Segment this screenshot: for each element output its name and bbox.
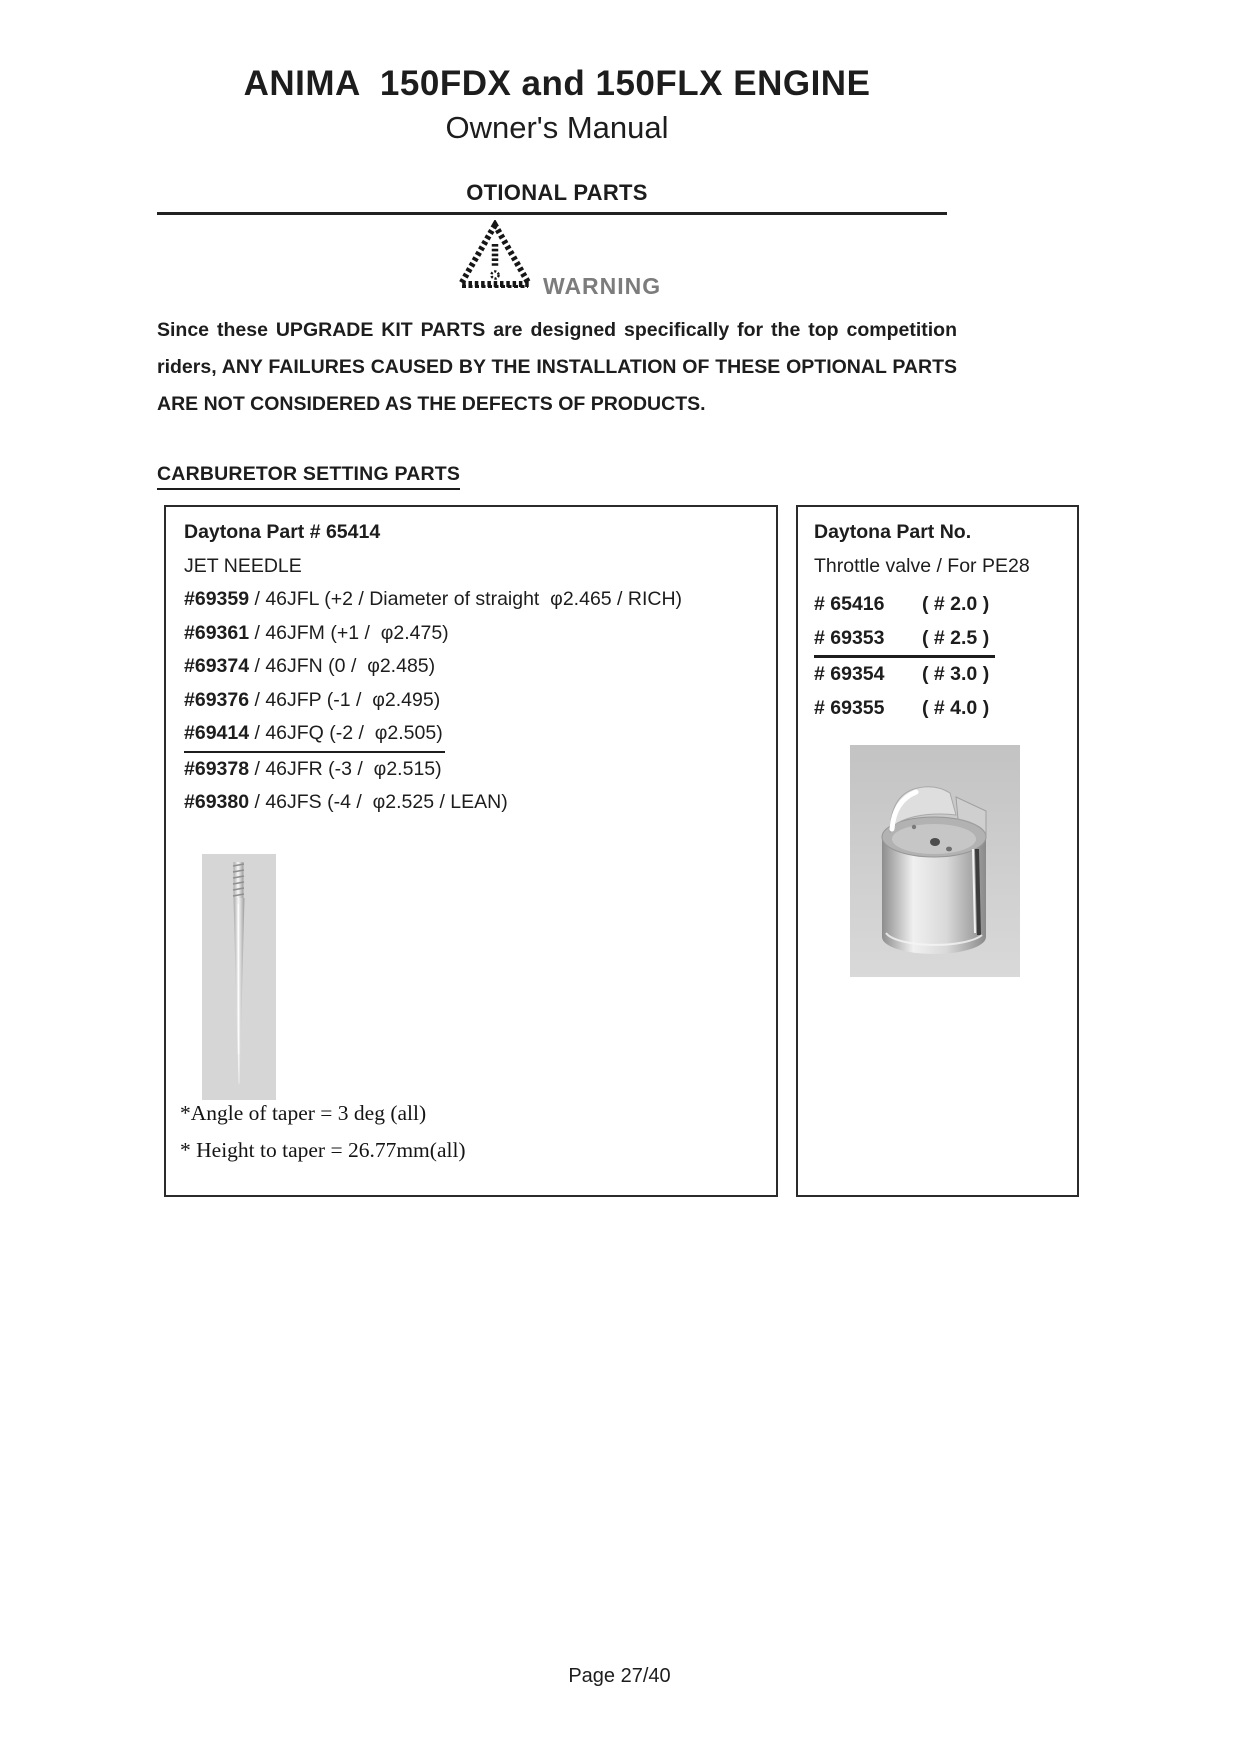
warning-paragraph: Since these UPGRADE KIT PARTS are designed specifically for the top competition riders, ANY FAILURES CAUSED BY THE INSTALLATION OF THESE OPTIONAL PARTS ARE NOT CONSIDERED AS THE DEFECTS OF PRODUCTS. <box>157 319 957 415</box>
heading-rule <box>157 212 947 215</box>
jet-needle-item: #69380 / 46JFS (-4 / φ2.525 / LEAN) <box>184 791 508 813</box>
throttle-valve-box-subtitle: Throttle valve / For PE28 <box>814 554 1030 577</box>
optional-parts-heading: OTIONAL PARTS <box>466 180 648 205</box>
page-subtitle: Owner's Manual <box>445 110 669 145</box>
jet-needle-box-title: Daytona Part # 65414 <box>184 521 381 543</box>
page-title: ANIMA 150FDX and 150FLX ENGINE <box>243 64 871 103</box>
needle-note: *Angle of taper = 3 deg (all) <box>180 1101 427 1125</box>
warning-label: WARNING <box>543 273 662 299</box>
jet-needle-item: #69378 / 46JFR (-3 / φ2.515) <box>184 757 442 780</box>
carburetor-setting-parts-heading: CARBURETOR SETTING PARTS <box>157 463 460 490</box>
throttle-valve-box-title: Daytona Part No. <box>814 521 972 543</box>
jet-needle-item: #69359 / 46JFL (+2 / Diameter of straight φ2.465 / RICH) <box>184 588 683 610</box>
throttle-valve-item: # 69354 ( # 3.0 ) <box>814 663 990 685</box>
jet-needle-item: #69361 / 46JFM (+1 / φ2.475) <box>184 621 449 644</box>
warning-triangle-icon <box>455 220 535 292</box>
throttle-valve-photo <box>850 745 1020 977</box>
page-number: Page 27/40 <box>568 1665 671 1687</box>
jet-needle-box-subtitle: JET NEEDLE <box>184 554 302 577</box>
needle-note: * Height to taper = 26.77mm(all) <box>180 1138 466 1162</box>
throttle-valve-item-selected: # 69353 ( # 2.5 ) <box>814 622 995 659</box>
throttle-valve-item: # 69355 ( # 4.0 ) <box>814 696 990 719</box>
throttle-valve-box <box>796 505 1079 1197</box>
needle-notes <box>180 1095 740 1169</box>
jet-needle-item: #69376 / 46JFP (-1 / φ2.495) <box>184 688 441 711</box>
jet-needle-box <box>164 505 778 1197</box>
jet-needle-item-selected: #69414 / 46JFQ (-2 / φ2.505) <box>184 717 445 753</box>
throttle-valve-items <box>814 588 1077 725</box>
throttle-valve-item: # 65416 ( # 2.0 ) <box>814 593 990 615</box>
jet-needle-photo <box>202 854 276 1100</box>
jet-needle-item: #69374 / 46JFN (0 / φ2.485) <box>184 655 436 677</box>
